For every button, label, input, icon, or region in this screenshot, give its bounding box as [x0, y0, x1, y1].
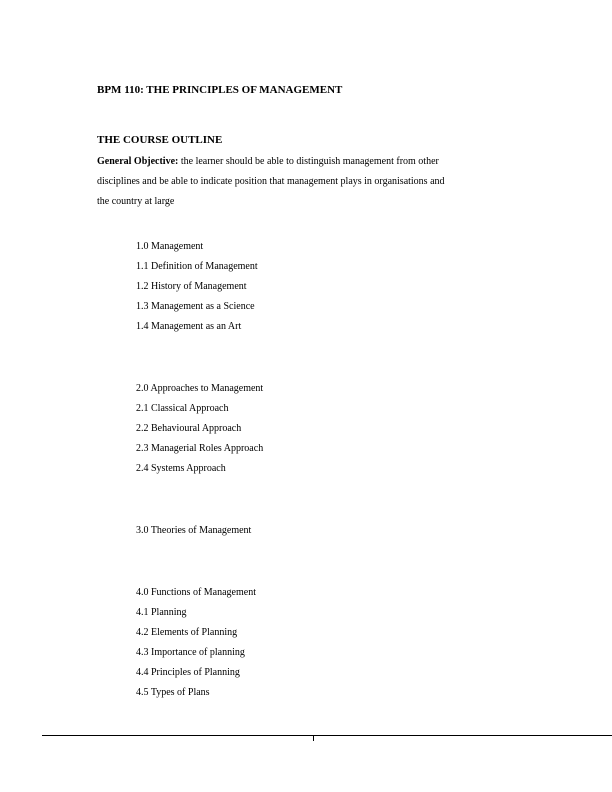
section-management	[136, 237, 258, 337]
general-objective	[97, 152, 537, 212]
outline-item: 4.3 Importance of planning	[136, 647, 245, 658]
outline-item: 2.4 Systems Approach	[136, 463, 226, 474]
footer-tick-mark	[313, 735, 314, 741]
outline-item: 2.2 Behavioural Approach	[136, 423, 242, 434]
document-title: BPM 110: THE PRINCIPLES OF MANAGEMENT	[97, 84, 343, 96]
outline-item: 4.2 Elements of Planning	[136, 627, 238, 638]
outline-item: 4.1 Planning	[136, 607, 187, 618]
outline-item: 2.0 Approaches to Management	[136, 383, 264, 394]
outline-item: 1.3 Management as a Science	[136, 301, 255, 312]
section-approaches	[136, 379, 263, 479]
objective-label: General Objective:	[97, 156, 179, 167]
course-outline-heading: THE COURSE OUTLINE	[97, 134, 223, 146]
outline-item: 4.0 Functions of Management	[136, 587, 256, 598]
section-theories	[136, 521, 251, 541]
objective-line-1	[97, 152, 537, 172]
outline-item: 1.4 Management as an Art	[136, 321, 242, 332]
outline-item: 4.4 Principles of Planning	[136, 667, 240, 678]
outline-item: 2.3 Managerial Roles Approach	[136, 443, 264, 454]
section-functions	[136, 583, 256, 703]
outline-item: 1.0 Management	[136, 241, 204, 252]
outline-item: 1.2 History of Management	[136, 281, 247, 292]
outline-item: 1.1 Definition of Management	[136, 261, 258, 272]
outline-item: 3.0 Theories of Management	[136, 525, 252, 536]
outline-item: 4.5 Types of Plans	[136, 687, 210, 698]
objective-text-3: the country at large	[97, 196, 175, 207]
outline-item: 2.1 Classical Approach	[136, 403, 229, 414]
objective-text-2: disciplines and be able to indicate position that management plays in organisations and	[97, 176, 445, 187]
footer-divider	[42, 735, 612, 736]
objective-text-1: the learner should be able to distinguish management from other	[178, 156, 439, 167]
